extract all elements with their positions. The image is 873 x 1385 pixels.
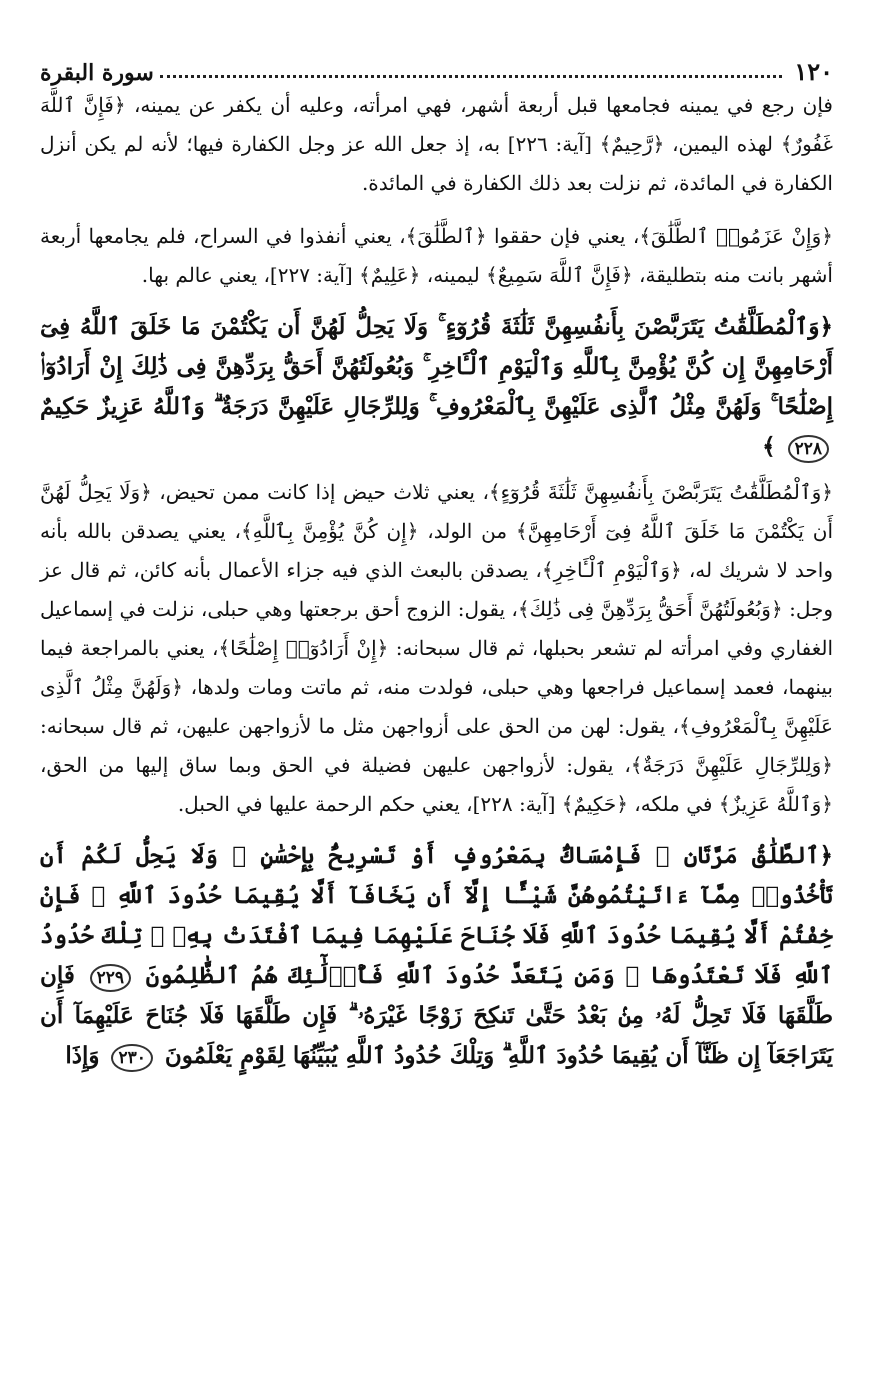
tafsir-paragraph-226: فإن رجع في يمينه فجامعها قبل أربعة أشهر، فهي امرأته، وعليه أن يكفر عن يمينه، ﴿فَإِنَّ ٱللَّهَ غَفُورٌ﴾ لهذه اليمين، ﴿رَّحِيمٌ﴾ [آية: ٢٢٦] به، إذ جعل الله عز وجل الكفارة فيها؛ لأنه لم يكن أنزل الكفارة في المائدة، ثم نزلت بعد ذلك الكفارة في المائدة.: [40, 93, 833, 195]
verse-number-badge-229: ٢٢٩: [90, 964, 131, 992]
surah-title: سورة البقرة: [40, 60, 154, 86]
verse-text-230: فَإِن طَلَّقَهَا فَلَا تَحِلُّ لَهُۥ مِنۢ بَعْدُ حَتَّىٰ تَنكِحَ زَوْجًا غَيْرَهُۥ ۗ فَإِن طَلَّقَهَا فَلَا جُنَاحَ عَلَيْهِمَآ أَن يَتَرَاجَعَآ إِن ظَنَّآ أَن يُقِيمَا حُدُودَ ٱللَّهِ ۗ وَتِلْكَ حُدُودُ ٱللَّهِ يُبَيِّنُهَا لِقَوْمٍ يَعْلَمُونَ: [40, 962, 833, 1069]
verse-number-badge: ٢٢٨: [788, 435, 829, 463]
header-dotted-leader: [160, 75, 782, 78]
verse-number-badge-230: ٢٣٠: [111, 1044, 152, 1072]
verse-text-229: ﴿ٱلطَّلَٰقُ مَرَّتَانِ ۖ فَإِمْسَاكٌۢ بِمَعْرُوفٍ أَوْ تَسْرِيحٌۢ بِإِحْسَٰنٍ ۗ وَلَا يَحِلُّ لَكُمْ أَن تَأْخُذُوا۟ مِمَّآ ءَاتَيْتُمُوهُنَّ شَيْـًٔا إِلَّآ أَن يَخَافَآ أَلَّا يُقِيمَا حُدُودَ ٱللَّهِ ۖ فَإِنْ خِفْتُمْ أَلَّا يُقِيمَا حُدُودَ ٱللَّهِ فَلَا جُنَاحَ عَلَيْهِمَا فِيمَا ٱفْتَدَتْ بِهِۦ ۗ تِلْكَ حُدُودُ ٱللَّهِ فَلَا تَعْتَدُوهَا ۚ وَمَن يَتَعَدَّ حُدُودَ ٱللَّهِ فَأُو۟لَٰٓئِكَ هُمُ ٱلظَّٰلِمُونَ: [40, 842, 833, 989]
verse-closing-bracket: ﴾: [762, 433, 776, 460]
paragraph-gap: [40, 203, 833, 217]
quran-verse-228: [40, 307, 833, 467]
verse-text: ﴿وَٱلْمُطَلَّقَٰتُ يَتَرَبَّصْنَ بِأَنفُسِهِنَّ ثَلَٰثَةَ قُرُوٓءٍ ۚ وَلَا يَحِلُّ لَهُنَّ أَن يَكْتُمْنَ مَا خَلَقَ ٱللَّهُ فِىٓ أَرْحَامِهِنَّ إِن كُنَّ يُؤْمِنَّ بِٱللَّهِ وَٱلْيَوْمِ ٱلْـَٔاخِرِ ۚ وَبُعُولَتُهُنَّ أَحَقُّ بِرَدِّهِنَّ فِى ذَٰلِكَ إِنْ أَرَادُوٓا۟ إِصْلَٰحًا ۚ وَلَهُنَّ مِثْلُ ٱلَّذِى عَلَيْهِنَّ بِٱلْمَعْرُوفِ ۚ وَلِلرِّجَالِ عَلَيْهِنَّ دَرَجَةٌ ۗ وَٱللَّهُ عَزِيزٌ حَكِيمٌ: [40, 313, 833, 420]
quran-verses-229-230: [40, 836, 833, 1076]
page-number: ١٢٠: [794, 57, 833, 86]
tafsir-paragraph-227: ﴿وَإِنْ عَزَمُوا۟ ٱلطَّلَٰقَ﴾، يعني فإن حققوا ﴿ٱلطَّلَٰقَ﴾، يعني أنفذوا في السراح، فلم يجامعها أربعة أشهر بانت منه بتطليقة، ﴿فَإِنَّ ٱللَّهَ سَمِيعٌ﴾ ليمينه، ﴿عَلِيمٌ﴾ [آية: ٢٢٧]، يعني عالم بها.: [40, 224, 833, 287]
tafsir-paragraph-228: ﴿وَٱلْمُطَلَّقَٰتُ يَتَرَبَّصْنَ بِأَنفُسِهِنَّ ثَلَٰثَةَ قُرُوٓءٍ﴾، يعني ثلاث حيض إذا كانت ممن تحيض، ﴿وَلَا يَحِلُّ لَهُنَّ أَن يَكْتُمْنَ مَا خَلَقَ ٱللَّهُ فِىٓ أَرْحَامِهِنَّ﴾ من الولد، ﴿إِن كُنَّ يُؤْمِنَّ بِٱللَّهِ﴾، يعني يصدقن بالله بأنه واحد لا شريك له، ﴿وَٱلْيَوْمِ ٱلْـَٔاخِرِ﴾، يصدقن بالبعث الذي فيه جزاء الأعمال بأنه كائن، ثم قال عز وجل: ﴿وَبُعُولَتُهُنَّ أَحَقُّ بِرَدِّهِنَّ فِى ذَٰلِكَ﴾، يقول: الزوج أحق برجعتها وهي حبلى، نزلت في إسماعيل الغفاري وفي امرأته لم تشعر بحبلها، ثم قال سبحانه: ﴿إِنْ أَرَادُوٓا۟ إِصْلَٰحًا﴾، يعني بالمراجعة فيما بينهما، فعمد إسماعيل فراجعها وهي حبلى، فولدت منه، ثم ماتت ومات ولدها، ﴿وَلَهُنَّ مِثْلُ ٱلَّذِى عَلَيْهِنَّ بِٱلْمَعْرُوفِ﴾، يقول: لهن من الحق على أزواجهن مثل ما لأزواجهن عليهن، ثم قال سبحانه: ﴿وَلِلرِّجَالِ عَلَيْهِنَّ دَرَجَةٌ﴾، يقول: لأزواجهن عليهن فضيلة في الحق وبما ساق إليها من الحق، ﴿وَٱللَّهُ عَزِيزٌ﴾ في ملكه، ﴿حَكِيمٌ﴾ [آية: ٢٢٨]، يعني حكم الرحمة عليها في الحبل.: [40, 480, 833, 816]
page-header: [40, 52, 833, 86]
verse-text-231-start: وَإِذَا: [65, 1042, 100, 1069]
